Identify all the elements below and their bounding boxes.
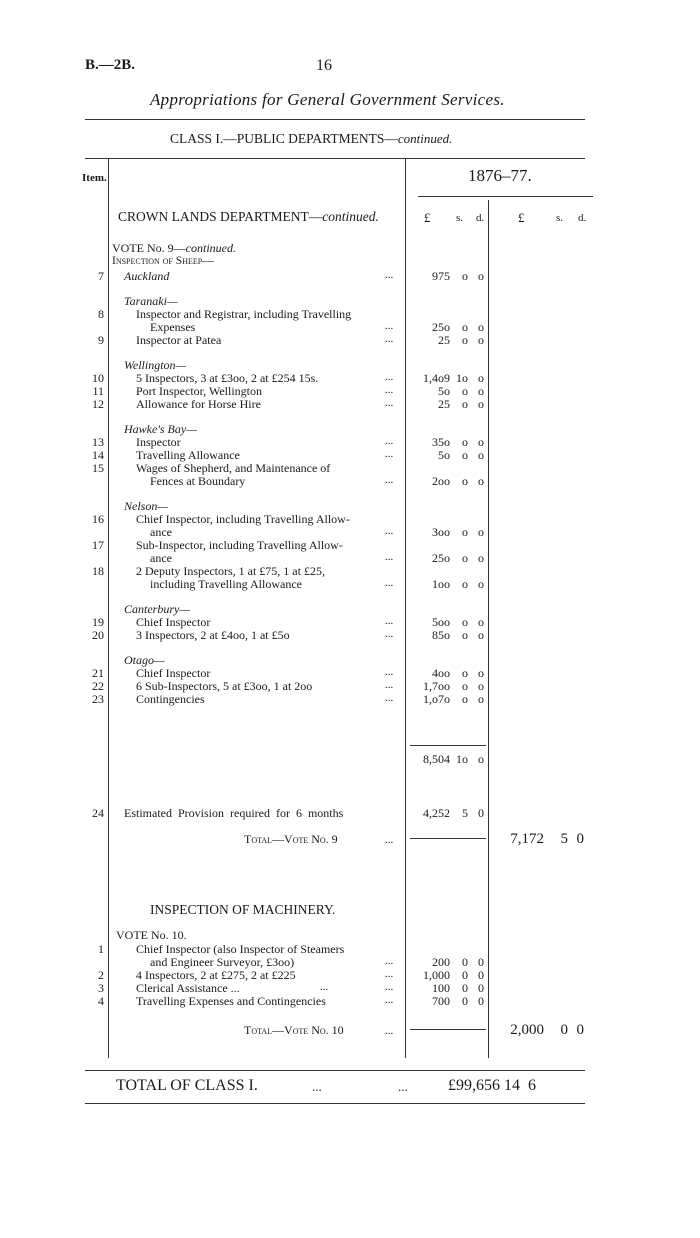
amount-pounds: 25: [438, 397, 450, 411]
amount-shillings: o: [462, 628, 468, 642]
subtotal-pounds: 8,504: [423, 752, 450, 766]
item-number: 7: [98, 269, 104, 283]
amount-pence: o: [478, 628, 484, 642]
district-heading: Wellington—: [124, 358, 187, 372]
class-total-value: £99,656 14 6: [448, 1077, 536, 1094]
amount-shillings: o: [462, 692, 468, 706]
amount-pence: o: [478, 397, 484, 411]
amount-shillings: o: [462, 384, 468, 398]
item-description-continued: including Travelling Allowance: [150, 577, 302, 591]
leader-dots: ...: [385, 628, 394, 640]
item-number: 3: [98, 981, 104, 995]
item-number: 22: [92, 679, 104, 693]
amount-pence: o: [478, 692, 484, 706]
amount-pounds: 3oo: [432, 525, 450, 539]
amount-pence: 0: [478, 981, 484, 995]
item-number: 23: [92, 692, 104, 706]
amount-pounds: 4oo: [432, 666, 450, 680]
amount-pence: o: [478, 615, 484, 629]
total-rule: [410, 838, 486, 839]
subtotal-rule: [410, 745, 486, 746]
vote-total-label: Total—Vote No. 10: [244, 1023, 344, 1037]
item-description: Chief Inspector: [136, 666, 211, 680]
item-number: 11: [92, 384, 104, 398]
item-number: 10: [92, 371, 104, 385]
page-title: Appropriations for General Government Services.: [150, 90, 505, 109]
amount-pence: o: [478, 320, 484, 334]
leader-dots: ...: [385, 577, 394, 589]
item-column-header: Item.: [82, 172, 107, 184]
amount-pence: o: [478, 269, 484, 283]
col-shillings-2: s.: [556, 212, 564, 224]
amount-pounds: 25o: [432, 320, 450, 334]
leader-dots: ...: [385, 679, 394, 691]
amount-shillings: o: [462, 448, 468, 462]
class-heading-text: CLASS I.—PUBLIC DEPARTMENTS—: [170, 131, 398, 146]
vote-heading-text: VOTE No. 9—: [112, 241, 186, 255]
item-description: Wages of Shepherd, and Maintenance of: [136, 461, 331, 475]
district-heading: Otago—: [124, 653, 165, 667]
item-number: 9: [98, 333, 104, 347]
item-number: 21: [92, 666, 104, 680]
document-reference: B.—2B.: [85, 57, 136, 73]
amount-pounds: 100: [432, 981, 450, 995]
amount-pounds: 4,252: [423, 806, 450, 820]
amount-pence: 0: [478, 955, 484, 969]
amount-pence: o: [478, 371, 484, 385]
subtotal-pence: o: [478, 752, 484, 766]
item-number: 19: [92, 615, 104, 629]
amount-shillings: 0: [462, 955, 468, 969]
amount-shillings: 1o: [456, 371, 468, 385]
vote-subheading: Inspection of Sheep—: [112, 255, 214, 267]
item-description-continued: ance: [150, 525, 172, 539]
amount-pence: o: [478, 474, 484, 488]
amount-pounds: 5o: [438, 448, 450, 462]
total-shillings: 5: [560, 831, 568, 847]
leader-dots: ...: [385, 666, 394, 678]
leader-dots: ...: [385, 320, 394, 332]
amount-pence: o: [478, 333, 484, 347]
amount-shillings: 0: [462, 994, 468, 1008]
section-title-continued: continued.: [322, 209, 379, 224]
amount-pounds: 1oo: [432, 577, 450, 591]
total-rule: [410, 1029, 486, 1030]
col-shillings: s.: [456, 212, 464, 224]
amount-shillings: o: [462, 435, 468, 449]
vote-heading: [112, 241, 236, 256]
item-number: 17: [92, 538, 104, 552]
item-description: Chief Inspector (also Inspector of Steamers: [136, 942, 345, 956]
col-pence-2: d.: [578, 212, 587, 224]
amount-pence: o: [478, 577, 484, 591]
amount-pounds: 35o: [432, 435, 450, 449]
amount-pence: o: [478, 435, 484, 449]
item-description: Travelling Expenses and Contingencies: [136, 994, 326, 1008]
page-number: 16: [316, 57, 332, 74]
amount-pounds: 700: [432, 994, 450, 1008]
amount-shillings: o: [462, 679, 468, 693]
item-description: Travelling Allowance: [136, 448, 240, 462]
item-description: Chief Inspector, including Travelling Allow-: [136, 512, 350, 526]
class-heading: [170, 131, 452, 147]
item-description-continued: ance: [150, 551, 172, 565]
district-heading: Hawke's Bay—: [124, 422, 197, 436]
amount-pounds: 975: [432, 269, 450, 283]
item-number: 2: [98, 968, 104, 982]
total-pounds: 7,172: [510, 831, 544, 847]
leader-dots: ...: [385, 968, 394, 980]
item-description: Sub-Inspector, including Travelling Allow-: [136, 538, 343, 552]
item-description: 5 Inspectors, 3 at £3oo, 2 at £254 15s.: [136, 371, 319, 385]
item-number: 16: [92, 512, 104, 526]
leader-dots: ...: [385, 397, 394, 409]
leader-dots: ...: [385, 551, 394, 563]
item-description: Port Inspector, Wellington: [136, 384, 262, 398]
leader-dots: ...: [385, 333, 394, 345]
leader-dots: ...: [312, 1079, 322, 1094]
leader-dots: ...: [385, 474, 394, 486]
leader-dots: ...: [398, 1079, 408, 1094]
amount-shillings: o: [462, 525, 468, 539]
header-rule: [85, 158, 585, 159]
machinery-title: INSPECTION OF MACHINERY.: [150, 902, 336, 917]
amount-pence: 0: [478, 994, 484, 1008]
year-underline: [418, 196, 593, 197]
amount-shillings: o: [462, 615, 468, 629]
amount-column-rule-2: [488, 200, 489, 1058]
amount-shillings: o: [462, 577, 468, 591]
section-title: [118, 209, 379, 225]
leader-dots: ...: [385, 834, 394, 846]
item-description: Inspector and Registrar, including Travelling: [136, 307, 352, 321]
amount-pounds: 2oo: [432, 474, 450, 488]
item-description: Clerical Assistance ...: [136, 981, 240, 995]
amount-pounds: 85o: [432, 628, 450, 642]
machinery-vote-heading: VOTE No. 10.: [116, 928, 187, 942]
title-rule: [85, 119, 585, 120]
item-number: 14: [92, 448, 104, 462]
class-total-top-rule: [85, 1070, 585, 1071]
amount-pence: o: [478, 666, 484, 680]
amount-pence: o: [478, 679, 484, 693]
leader-dots: ...: [385, 525, 394, 537]
item-number: 8: [98, 307, 104, 321]
amount-pounds: 25o: [432, 551, 450, 565]
item-number: 1: [98, 942, 104, 956]
item-description: Inspector at Patea: [136, 333, 222, 347]
leader-dots: ...: [385, 955, 394, 967]
leader-dots: ...: [385, 615, 394, 627]
item-description: Allowance for Horse Hire: [136, 397, 261, 411]
item-description: Contingencies: [136, 692, 205, 706]
amount-column-rule-1: [405, 158, 406, 1058]
leader-dots: ...: [320, 981, 329, 993]
amount-pence: o: [478, 448, 484, 462]
item-number: 24: [92, 806, 104, 820]
class-total-label: TOTAL OF CLASS I.: [116, 1077, 258, 1094]
item-description: Estimated Provision required for 6 months: [124, 806, 344, 820]
amount-pence: o: [478, 384, 484, 398]
amount-pounds: 1,7oo: [423, 679, 450, 693]
total-pounds: 2,000: [510, 1022, 544, 1038]
amount-shillings: 0: [462, 981, 468, 995]
amount-pounds: 200: [432, 955, 450, 969]
amount-shillings: o: [462, 551, 468, 565]
district-heading: Taranaki—: [124, 294, 178, 308]
item-number: 13: [92, 435, 104, 449]
leader-dots: ...: [385, 435, 394, 447]
leader-dots: ...: [385, 1025, 394, 1037]
leader-dots: ...: [385, 994, 394, 1006]
item-description: Auckland: [124, 269, 170, 283]
item-description-continued: Fences at Boundary: [150, 474, 246, 488]
amount-shillings: 5: [462, 806, 468, 820]
item-description-continued: Expenses: [150, 320, 196, 334]
item-description-continued: and Engineer Surveyor, £3oo): [150, 955, 295, 969]
item-number: 15: [92, 461, 104, 475]
item-description: Chief Inspector: [136, 615, 211, 629]
class-heading-continued: continued.: [397, 131, 453, 146]
leader-dots: ...: [385, 448, 394, 460]
total-pence: 0: [576, 1022, 584, 1038]
amount-shillings: o: [462, 320, 468, 334]
amount-shillings: o: [462, 269, 468, 283]
vote-heading-continued: continued.: [185, 241, 236, 255]
col-pence: d.: [476, 212, 485, 224]
item-number: 20: [92, 628, 104, 642]
amount-shillings: o: [462, 397, 468, 411]
amount-pounds: 1,4o9: [423, 371, 450, 385]
leader-dots: ...: [385, 269, 394, 281]
col-pound-2: £: [518, 210, 525, 225]
amount-pence: o: [478, 525, 484, 539]
leader-dots: ...: [385, 981, 394, 993]
amount-shillings: 0: [462, 968, 468, 982]
subtotal-shillings: 1o: [456, 752, 468, 766]
leader-dots: ...: [385, 692, 394, 704]
amount-pounds: 25: [438, 333, 450, 347]
amount-shillings: o: [462, 333, 468, 347]
amount-pence: 0: [478, 806, 484, 820]
district-heading: Nelson—: [124, 499, 169, 513]
leader-dots: ...: [385, 384, 394, 396]
item-description: 3 Inspectors, 2 at £4oo, 1 at £5o: [136, 628, 290, 642]
amount-pounds: 1,o7o: [423, 692, 450, 706]
leader-dots: ...: [385, 371, 394, 383]
year-header: 1876–77.: [468, 166, 532, 185]
amount-pence: o: [478, 551, 484, 565]
total-pence: 0: [576, 831, 584, 847]
item-description: 6 Sub-Inspectors, 5 at £3oo, 1 at 2oo: [136, 679, 313, 693]
item-description: 4 Inspectors, 2 at £275, 2 at £225: [136, 968, 296, 982]
item-number: 18: [92, 564, 104, 578]
item-column-rule: [108, 158, 109, 1058]
district-heading: Canterbury—: [124, 602, 190, 616]
amount-pence: 0: [478, 968, 484, 982]
total-shillings: 0: [560, 1022, 568, 1038]
section-title-text: CROWN LANDS DEPARTMENT—: [118, 209, 323, 224]
amount-pounds: 5o: [438, 384, 450, 398]
item-number: 12: [92, 397, 104, 411]
amount-shillings: o: [462, 474, 468, 488]
amount-pounds: 5oo: [432, 615, 450, 629]
class-total-bottom-rule: [85, 1103, 585, 1104]
amount-shillings: o: [462, 666, 468, 680]
vote-total-label: Total—Vote No. 9: [244, 832, 338, 846]
col-pound: £: [424, 210, 431, 225]
item-description: 2 Deputy Inspectors, 1 at £75, 1 at £25,: [136, 564, 325, 578]
item-description: Inspector: [136, 435, 181, 449]
amount-pounds: 1,000: [423, 968, 450, 982]
item-number: 4: [98, 994, 104, 1008]
